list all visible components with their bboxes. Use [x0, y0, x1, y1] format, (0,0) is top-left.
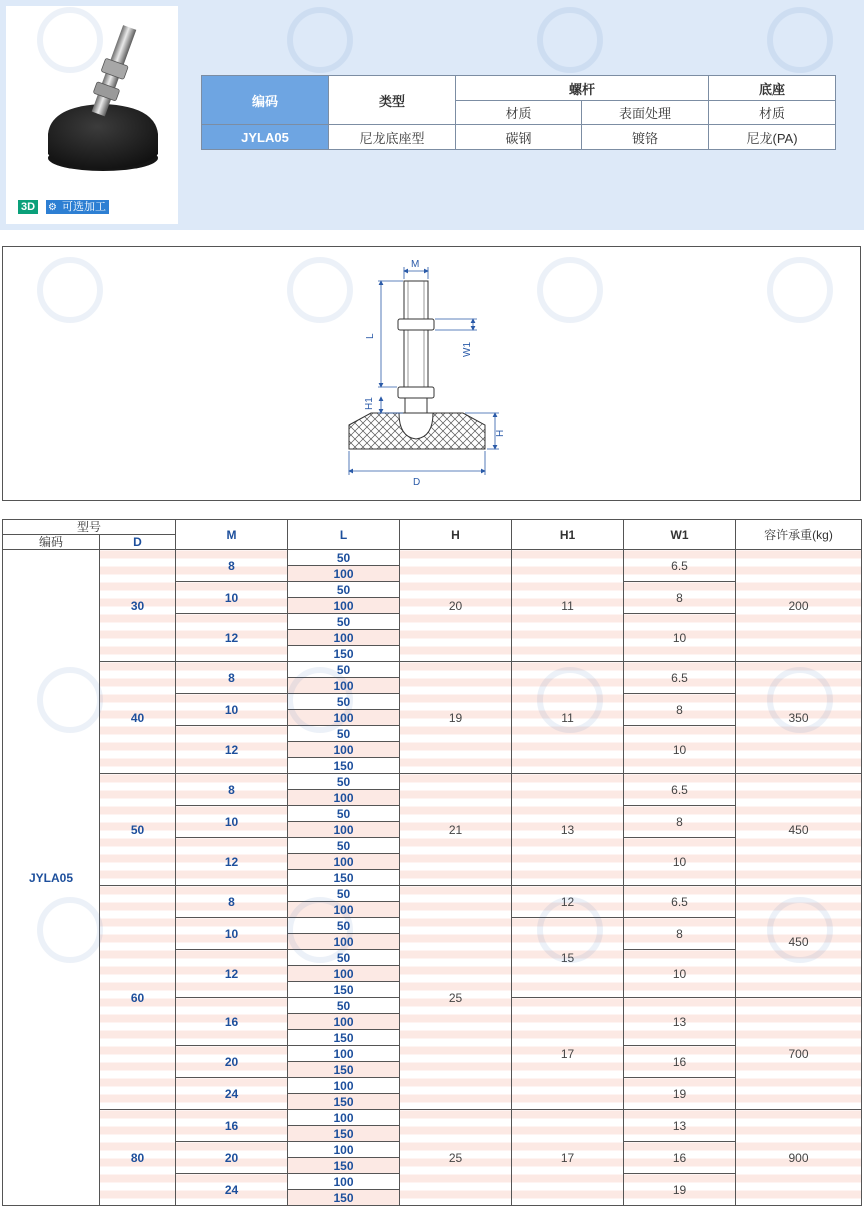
dim-label-w1: W1	[462, 342, 473, 357]
width-w1: 13	[624, 998, 736, 1046]
product-photo	[6, 6, 178, 224]
thread-m: 10	[176, 694, 288, 726]
product-code: JYLA05	[202, 125, 329, 150]
width-w1: 8	[624, 918, 736, 950]
width-w1: 6.5	[624, 550, 736, 582]
height-h: 20	[400, 550, 512, 662]
length-l: 100	[288, 1014, 400, 1030]
width-w1: 8	[624, 806, 736, 838]
allowable-load: 900	[736, 1110, 862, 1206]
table-row	[3, 1110, 862, 1126]
width-w1: 10	[624, 726, 736, 774]
3d-badge[interactable]: 3D	[18, 200, 38, 214]
length-l: 50	[288, 774, 400, 790]
length-l: 50	[288, 838, 400, 854]
code-header: 编码	[202, 76, 329, 125]
dim-label-m: M	[411, 259, 420, 270]
base-material-header: 材质	[709, 101, 836, 125]
length-l: 50	[288, 614, 400, 630]
height-h: 19	[400, 662, 512, 774]
height-h1: 17	[512, 998, 624, 1110]
base-material: 尼龙(PA)	[709, 125, 836, 150]
height-h1: 17	[512, 1110, 624, 1206]
length-l: 50	[288, 806, 400, 822]
table-row	[3, 886, 862, 902]
length-l: 50	[288, 550, 400, 566]
length-l: 150	[288, 646, 400, 662]
header-d: D	[100, 535, 176, 550]
leveling-foot-photo	[6, 6, 178, 224]
length-l: 50	[288, 726, 400, 742]
height-h: 25	[400, 886, 512, 1110]
length-l: 100	[288, 902, 400, 918]
optional-processing-badge[interactable]	[46, 200, 109, 214]
product-type: 尼龙底座型	[329, 125, 456, 150]
gear-icon: ⚙	[48, 202, 57, 213]
thread-m: 10	[176, 806, 288, 838]
thread-m: 24	[176, 1174, 288, 1206]
thread-m: 16	[176, 1110, 288, 1142]
height-h1: 11	[512, 662, 624, 774]
width-w1: 19	[624, 1174, 736, 1206]
diameter-d: 80	[100, 1110, 176, 1206]
length-l: 100	[288, 966, 400, 982]
type-header: 类型	[329, 76, 456, 125]
table-row	[3, 550, 862, 566]
length-l: 100	[288, 1174, 400, 1190]
width-w1: 10	[624, 838, 736, 886]
allowable-load: 200	[736, 550, 862, 662]
thread-m: 20	[176, 1142, 288, 1174]
length-l: 100	[288, 854, 400, 870]
optional-processing-label: 可选加工	[62, 201, 106, 213]
length-l: 100	[288, 934, 400, 950]
screw-material-header: 材质	[456, 101, 582, 125]
diameter-d: 50	[100, 774, 176, 886]
width-w1: 19	[624, 1078, 736, 1110]
dim-label-h: H	[495, 429, 506, 437]
height-h1: 12	[512, 886, 624, 918]
length-l: 100	[288, 598, 400, 614]
diameter-d: 30	[100, 550, 176, 662]
length-l: 50	[288, 998, 400, 1014]
length-l: 150	[288, 1094, 400, 1110]
length-l: 150	[288, 1030, 400, 1046]
width-w1: 6.5	[624, 662, 736, 694]
length-l: 150	[288, 758, 400, 774]
thread-m: 8	[176, 886, 288, 918]
header-code: 编码	[3, 535, 100, 550]
length-l: 150	[288, 1062, 400, 1078]
diameter-d: 40	[100, 662, 176, 774]
width-w1: 6.5	[624, 774, 736, 806]
length-l: 100	[288, 710, 400, 726]
height-h: 21	[400, 774, 512, 886]
allowable-load: 700	[736, 998, 862, 1110]
dim-label-l: L	[365, 333, 376, 339]
thread-m: 10	[176, 582, 288, 614]
table-row	[3, 662, 862, 678]
length-l: 100	[288, 1142, 400, 1158]
allowable-load: 450	[736, 886, 862, 998]
dimension-drawing	[3, 247, 860, 500]
thread-m: 12	[176, 726, 288, 774]
width-w1: 16	[624, 1142, 736, 1174]
thread-m: 12	[176, 614, 288, 662]
header-m: M	[176, 520, 288, 550]
width-w1: 10	[624, 950, 736, 998]
length-l: 150	[288, 982, 400, 998]
model-code: JYLA05	[3, 550, 100, 1206]
length-l: 100	[288, 790, 400, 806]
header-load: 容许承重(kg)	[736, 520, 862, 550]
width-w1: 8	[624, 694, 736, 726]
length-l: 150	[288, 1126, 400, 1142]
width-w1: 16	[624, 1046, 736, 1078]
thread-m: 10	[176, 918, 288, 950]
header-l: L	[288, 520, 400, 550]
length-l: 100	[288, 678, 400, 694]
thread-m: 12	[176, 838, 288, 886]
screw-material: 碳钢	[456, 125, 582, 150]
thread-m: 16	[176, 998, 288, 1046]
thread-m: 12	[176, 950, 288, 998]
thread-m: 8	[176, 662, 288, 694]
thread-m: 24	[176, 1078, 288, 1110]
header-h: H	[400, 520, 512, 550]
length-l: 150	[288, 1190, 400, 1206]
length-l: 100	[288, 822, 400, 838]
dimension-table	[2, 519, 862, 1206]
table-row	[3, 774, 862, 790]
length-l: 50	[288, 582, 400, 598]
screw-header: 螺杆	[456, 76, 709, 101]
allowable-load: 450	[736, 774, 862, 886]
width-w1: 10	[624, 614, 736, 662]
width-w1: 6.5	[624, 886, 736, 918]
allowable-load: 350	[736, 662, 862, 774]
spec-table	[201, 75, 836, 150]
height-h: 25	[400, 1110, 512, 1206]
header-w1: W1	[624, 520, 736, 550]
diameter-d: 60	[100, 886, 176, 1110]
width-w1: 8	[624, 582, 736, 614]
thread-m: 8	[176, 774, 288, 806]
length-l: 50	[288, 886, 400, 902]
length-l: 100	[288, 1110, 400, 1126]
header-model: 型号	[3, 520, 176, 535]
length-l: 150	[288, 870, 400, 886]
length-l: 100	[288, 630, 400, 646]
length-l: 100	[288, 566, 400, 582]
width-w1: 13	[624, 1110, 736, 1142]
length-l: 50	[288, 950, 400, 966]
length-l: 100	[288, 742, 400, 758]
length-l: 100	[288, 1078, 400, 1094]
height-h1: 15	[512, 918, 624, 998]
thread-m: 8	[176, 550, 288, 582]
length-l: 50	[288, 694, 400, 710]
screw-surface: 镀铬	[582, 125, 709, 150]
dim-label-d: D	[413, 477, 421, 488]
height-h1: 11	[512, 550, 624, 662]
length-l: 100	[288, 1046, 400, 1062]
thread-m: 20	[176, 1046, 288, 1078]
dim-label-h1: H1	[364, 397, 375, 410]
base-header: 底座	[709, 76, 836, 101]
screw-surface-header: 表面处理	[582, 101, 709, 125]
length-l: 50	[288, 662, 400, 678]
length-l: 150	[288, 1158, 400, 1174]
product-header	[0, 0, 864, 230]
header-h1: H1	[512, 520, 624, 550]
height-h1: 13	[512, 774, 624, 886]
length-l: 50	[288, 918, 400, 934]
dimension-diagram	[2, 246, 861, 501]
